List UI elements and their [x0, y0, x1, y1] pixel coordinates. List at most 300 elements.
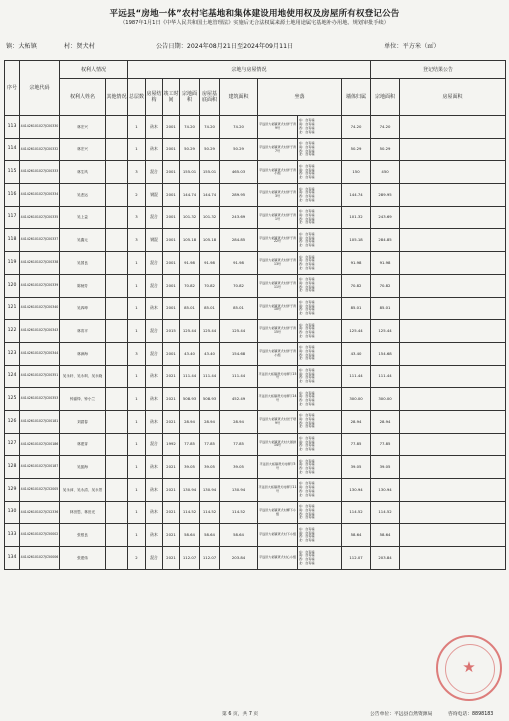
- row-seq: 122: [5, 320, 20, 343]
- row-remark: [400, 433, 506, 456]
- header-reg-land: 宗地面积: [371, 79, 400, 116]
- row-other-info: [106, 229, 128, 252]
- row-floor-area: 39.05: [220, 456, 258, 479]
- row-other-info: [106, 161, 128, 184]
- row-floors: 1: [128, 320, 146, 343]
- row-reg-land-area: 74.20: [342, 116, 371, 139]
- row-floors: 1: [128, 297, 146, 320]
- table-row: [5, 116, 506, 139]
- row-seq: 127: [5, 433, 20, 456]
- row-land-code: 441426101027JC00334: [20, 184, 60, 207]
- row-boundary: 东：自有墙 南：自有墙 西：自有墙 北：自有墙: [298, 252, 342, 275]
- row-floor-area: 70.82: [220, 274, 258, 297]
- row-holder-name: 林建芽: [60, 433, 106, 456]
- row-year: 2021: [163, 410, 180, 433]
- row-land-code: 441426101027JC00186: [20, 433, 60, 456]
- row-reg-land-area: 70.82: [342, 274, 371, 297]
- footer-page: 第 6 页，共 7 页: [222, 712, 259, 717]
- table-row: [5, 410, 506, 433]
- row-land-code: 441426101027JC00340: [20, 297, 60, 320]
- row-other-info: [106, 365, 128, 388]
- row-floor-area: 28.94: [220, 410, 258, 433]
- row-floors: 1: [128, 138, 146, 161]
- row-boundary: 东：自有墙 南：自有墙 西：自有墙 北：自有墙: [298, 456, 342, 479]
- row-holder-name: 陈柄芳: [60, 274, 106, 297]
- row-land-code: 441426101027JC00353: [20, 388, 60, 411]
- row-reg-floor-area: 289.95: [371, 184, 400, 207]
- row-holder-name: 林宏兴: [60, 116, 106, 139]
- row-seq: 118: [5, 229, 20, 252]
- row-structure: 砖木: [146, 138, 163, 161]
- row-floor-area: 289.95: [220, 184, 258, 207]
- row-holder-name: 吴上益: [60, 206, 106, 229]
- row-remark: [400, 547, 506, 570]
- row-floor-area: 465.03: [220, 161, 258, 184]
- row-land-area: 112.07: [180, 547, 200, 570]
- row-base-area: 74.20: [200, 116, 220, 139]
- row-reg-land-area: 125.44: [342, 320, 371, 343]
- row-reg-floor-area: 111.44: [371, 365, 400, 388]
- row-floors: 1: [128, 252, 146, 275]
- row-floor-area: 74.20: [220, 116, 258, 139]
- row-land-area: 39.05: [180, 456, 200, 479]
- row-floor-area: 77.85: [220, 433, 258, 456]
- row-base-area: 111.44: [200, 365, 220, 388]
- row-year: 2021: [163, 524, 180, 547]
- row-boundary: 东：自有墙 南：自有墙 西：自有墙 北：自有墙: [298, 547, 342, 570]
- row-reg-floor-area: 284.85: [371, 229, 400, 252]
- row-structure: 混合: [146, 433, 163, 456]
- row-boundary: 东：自有墙 南：自有墙 西：自有墙 北：自有墙: [298, 274, 342, 297]
- table-row: [5, 365, 506, 388]
- table-row: [5, 320, 506, 343]
- row-holder-name: 张建伟: [60, 547, 106, 570]
- header-seq: 序号: [5, 61, 20, 116]
- table-row: [5, 138, 506, 161]
- row-land-area: 43.40: [180, 342, 200, 365]
- row-remark: [400, 479, 506, 502]
- row-year: 2001: [163, 161, 180, 184]
- row-location: 平远县大柘镇贤犬村洋子背9号: [258, 116, 298, 139]
- row-floor-area: 58.64: [220, 524, 258, 547]
- row-land-code: 441426101027JC00181: [20, 410, 60, 433]
- row-boundary: 东：自有墙 南：自有墙 西：自有墙 北：自有墙: [298, 342, 342, 365]
- row-base-area: 43.40: [200, 342, 220, 365]
- row-base-area: 28.94: [200, 410, 220, 433]
- row-reg-land-area: 150: [342, 161, 371, 184]
- row-land-area: 130.94: [180, 479, 200, 502]
- row-floor-area: 111.44: [220, 365, 258, 388]
- row-location: 平远县大柘镇贤犬村柳下11号: [258, 479, 298, 502]
- meta-town: 镇：大柘镇: [6, 43, 37, 50]
- row-floor-area: 130.94: [220, 479, 258, 502]
- row-year: 2021: [163, 547, 180, 570]
- row-reg-floor-area: 70.82: [371, 274, 400, 297]
- row-land-code: 441426101027JC00344: [20, 342, 60, 365]
- header-floors: 总层数: [128, 79, 146, 116]
- meta-village: 村：贤犬村: [64, 43, 95, 50]
- row-floor-area: 125.44: [220, 320, 258, 343]
- row-land-code: 441426101027JC00338: [20, 252, 60, 275]
- meta-line: [6, 41, 503, 53]
- row-remark: [400, 320, 506, 343]
- row-seq: 116: [5, 184, 20, 207]
- row-land-code: 441426101027JC50006: [20, 547, 60, 570]
- row-boundary: 东：自有墙 南：自有墙 西：自有墙 北：自有墙: [298, 116, 342, 139]
- row-holder-name: 林宏兴: [60, 138, 106, 161]
- row-base-area: 112.07: [200, 547, 220, 570]
- row-structure: 混合: [146, 161, 163, 184]
- row-land-area: 125.44: [180, 320, 200, 343]
- row-location: 平远县大柘镇贤犬村洋子背22号: [258, 229, 298, 252]
- table-row: [5, 297, 506, 320]
- row-land-code: 441426101027JC00330: [20, 116, 60, 139]
- row-year: 2001: [163, 184, 180, 207]
- row-location: 平远县大柘镇贤犬村柳下小组: [258, 501, 298, 524]
- header-holder: 权利人姓名: [60, 79, 106, 116]
- row-location: 平远县大柘镇贤犬村洋子背13号: [258, 252, 298, 275]
- row-structure: 混合: [146, 320, 163, 343]
- row-seq: 133: [5, 524, 20, 547]
- row-remark: [400, 410, 506, 433]
- row-land-code: 441426101027JC00343: [20, 320, 60, 343]
- footer-phone: 咨询电话：8898183: [448, 712, 494, 717]
- row-structure: 砖木: [146, 410, 163, 433]
- row-structure: 钢混: [146, 184, 163, 207]
- row-reg-land-area: 28.94: [342, 410, 371, 433]
- official-seal-stamp: [436, 635, 502, 701]
- row-other-info: [106, 547, 128, 570]
- row-floors: 3: [128, 161, 146, 184]
- row-seq: 117: [5, 206, 20, 229]
- header-land-group: 宗地与房屋情况: [128, 61, 371, 79]
- row-structure: 混合: [146, 547, 163, 570]
- row-other-info: [106, 206, 128, 229]
- row-reg-floor-area: 130.94: [371, 479, 400, 502]
- row-land-code: 441426101027JC00339: [20, 274, 60, 297]
- row-reg-floor-area: 154.68: [371, 342, 400, 365]
- row-location: 平远县大柘镇贤犬村洋子背11号: [258, 274, 298, 297]
- row-location: 平远县大柘镇贤犬村柳下15号: [258, 365, 298, 388]
- row-other-info: [106, 274, 128, 297]
- row-floors: 3: [128, 229, 146, 252]
- row-seq: 134: [5, 547, 20, 570]
- row-base-area: 125.44: [200, 320, 220, 343]
- row-base-area: 77.85: [200, 433, 220, 456]
- row-holder-name: 吴悲运: [60, 184, 106, 207]
- row-floors: 1: [128, 456, 146, 479]
- row-remark: [400, 274, 506, 297]
- header-structure: 房屋结构: [146, 79, 163, 116]
- row-reg-floor-area: 243.69: [371, 206, 400, 229]
- row-seq: 125: [5, 388, 20, 411]
- document-subtitle: （1987年1月1日《中华人民共和国土地管理法》实施后无合法权属来源土地用途属宅基地补办用地、规划审批手续）: [120, 20, 389, 26]
- row-remark: [400, 297, 506, 320]
- table-row: [5, 456, 506, 479]
- row-holder-name: 吴四坤: [60, 297, 106, 320]
- row-holder-name: 张根良: [60, 524, 106, 547]
- row-land-area: 91.98: [180, 252, 200, 275]
- row-reg-floor-area: 28.94: [371, 410, 400, 433]
- row-seq: 113: [5, 116, 20, 139]
- row-reg-land-area: 101.32: [342, 206, 371, 229]
- row-remark: [400, 388, 506, 411]
- row-reg-land-area: 58.64: [342, 524, 371, 547]
- row-remark: [400, 342, 506, 365]
- table-row: [5, 274, 506, 297]
- row-location: 平远县大柘镇贤犬村心小组: [258, 547, 298, 570]
- row-boundary: 东：自有墙 南：自有墙 西：自有墙 北：自有墙: [298, 320, 342, 343]
- row-other-info: [106, 479, 128, 502]
- row-reg-floor-area: 300.00: [371, 388, 400, 411]
- row-year: 2001: [163, 229, 180, 252]
- row-boundary: 东：自有墙 南：自有墙 西：自有墙 北：自有墙: [298, 229, 342, 252]
- row-seq: 121: [5, 297, 20, 320]
- row-land-area: 70.82: [180, 274, 200, 297]
- row-other-info: [106, 388, 128, 411]
- row-location: 平远县大柘镇贤犬村大屋排14号: [258, 433, 298, 456]
- row-location: 平远县大柘镇贤犬村洋子背15号: [258, 320, 298, 343]
- row-floors: 2: [128, 184, 146, 207]
- row-remark: [400, 116, 506, 139]
- row-floor-area: 154.68: [220, 342, 258, 365]
- row-structure: 砖木: [146, 479, 163, 502]
- row-floor-area: 243.69: [220, 206, 258, 229]
- row-floor-area: 114.52: [220, 501, 258, 524]
- row-land-code: 441426101027JC00337: [20, 229, 60, 252]
- row-year: 2021: [163, 501, 180, 524]
- table-row: [5, 229, 506, 252]
- row-other-info: [106, 410, 128, 433]
- row-remark: [400, 229, 506, 252]
- row-reg-land-area: 43.40: [342, 342, 371, 365]
- table-row: [5, 524, 506, 547]
- row-remark: [400, 161, 506, 184]
- row-land-code: 441426101027JC52005: [20, 479, 60, 502]
- table-row: [5, 252, 506, 275]
- row-seq: 130: [5, 501, 20, 524]
- row-land-area: 114.52: [180, 501, 200, 524]
- row-year: 2021: [163, 479, 180, 502]
- row-structure: 砖木: [146, 456, 163, 479]
- row-seq: 123: [5, 342, 20, 365]
- row-year: 2001: [163, 297, 180, 320]
- row-reg-land-area: 50.29: [342, 138, 371, 161]
- row-floors: 1: [128, 501, 146, 524]
- row-reg-floor-area: 77.85: [371, 433, 400, 456]
- header-location: 坐落: [258, 79, 342, 116]
- row-reg-land-area: 91.98: [342, 252, 371, 275]
- row-structure: 砖木: [146, 116, 163, 139]
- row-seq: 126: [5, 410, 20, 433]
- row-structure: 混合: [146, 274, 163, 297]
- row-reg-land-area: 114.52: [342, 501, 371, 524]
- header-code: 宗地代码: [20, 61, 60, 116]
- row-remark: [400, 252, 506, 275]
- row-remark: [400, 365, 506, 388]
- row-floors: 1: [128, 524, 146, 547]
- row-reg-floor-area: 39.05: [371, 456, 400, 479]
- row-floors: 2: [128, 547, 146, 570]
- row-holder-name: 林生风: [60, 161, 106, 184]
- row-structure: 砖木: [146, 365, 163, 388]
- row-floors: 3: [128, 206, 146, 229]
- row-reg-floor-area: 125.44: [371, 320, 400, 343]
- row-land-area: 77.85: [180, 433, 200, 456]
- row-base-area: 105.18: [200, 229, 220, 252]
- seal-star-icon: ★: [462, 658, 476, 676]
- row-land-area: 508.93: [180, 388, 200, 411]
- row-land-area: 155.01: [180, 161, 200, 184]
- header-reg-floor: 房屋面积: [400, 79, 506, 116]
- row-year: 2021: [163, 365, 180, 388]
- row-land-code: 441426101027JC50002: [20, 524, 60, 547]
- row-year: 2001: [163, 206, 180, 229]
- row-seq: 114: [5, 138, 20, 161]
- row-remark: [400, 138, 506, 161]
- table-body: [5, 116, 506, 570]
- row-floors: 1: [128, 479, 146, 502]
- row-year: 2001: [163, 138, 180, 161]
- row-year: 1992: [163, 433, 180, 456]
- row-base-area: 144.74: [200, 184, 220, 207]
- row-structure: 砖木: [146, 524, 163, 547]
- row-land-code: 441426101027JC00332: [20, 138, 60, 161]
- row-base-area: 130.94: [200, 479, 220, 502]
- row-other-info: [106, 116, 128, 139]
- row-holder-name: 林田思、林田光: [60, 501, 106, 524]
- row-other-info: [106, 184, 128, 207]
- row-structure: 混合: [146, 206, 163, 229]
- row-base-area: 508.93: [200, 388, 220, 411]
- row-base-area: 85.01: [200, 297, 220, 320]
- header-year: 竣工时间: [163, 79, 180, 116]
- row-structure: 混合: [146, 342, 163, 365]
- row-boundary: 东：自有墙 南：自有墙 西：自有墙 北：自有墙: [298, 161, 342, 184]
- footer-source: 公告单位：平远县自然资源局: [370, 712, 433, 717]
- table-row: [5, 501, 506, 524]
- row-year: 2021: [163, 456, 180, 479]
- row-seq: 119: [5, 252, 20, 275]
- row-reg-floor-area: 203.84: [371, 547, 400, 570]
- row-year: 2001: [163, 252, 180, 275]
- row-other-info: [106, 320, 128, 343]
- row-reg-land-area: 85.01: [342, 297, 371, 320]
- row-floor-area: 85.01: [220, 297, 258, 320]
- row-remark: [400, 501, 506, 524]
- row-boundary: 东：自有墙 南：自有墙 西：自有墙 北：自有墙: [298, 479, 342, 502]
- row-boundary: 东：自有墙 南：自有墙 西：自有墙 北：自有墙: [298, 388, 342, 411]
- row-land-area: 144.74: [180, 184, 200, 207]
- row-holder-name: 林宵平: [60, 320, 106, 343]
- row-reg-land-area: 77.85: [342, 433, 371, 456]
- row-boundary: 东：自有墙 南：自有墙 西：自有墙 北：自有墙: [298, 410, 342, 433]
- row-structure: 砖木: [146, 501, 163, 524]
- row-reg-floor-area: 74.20: [371, 116, 400, 139]
- meta-period: 公告日期：2024年08月21日至2024年09月11日: [156, 43, 294, 50]
- row-floors: 1: [128, 365, 146, 388]
- table-row: [5, 206, 506, 229]
- row-base-area: 70.82: [200, 274, 220, 297]
- header-other: 其他情况: [106, 79, 128, 116]
- row-land-area: 28.94: [180, 410, 200, 433]
- row-other-info: [106, 342, 128, 365]
- row-floors: 1: [128, 116, 146, 139]
- row-land-code: 441426101027JC00351: [20, 365, 60, 388]
- row-year: 2001: [163, 342, 180, 365]
- row-reg-floor-area: 450: [371, 161, 400, 184]
- row-year: 2001: [163, 116, 180, 139]
- row-land-area: 105.18: [180, 229, 200, 252]
- row-holder-name: 刘碧春: [60, 410, 106, 433]
- table-row: [5, 184, 506, 207]
- table-row: [5, 342, 506, 365]
- row-structure: 混合: [146, 252, 163, 275]
- row-floors: 1: [128, 388, 146, 411]
- row-seq: 124: [5, 365, 20, 388]
- row-boundary: 东：自有墙 南：自有墙 西：自有墙 北：自有墙: [298, 433, 342, 456]
- header-floor-area: 建筑面积: [220, 79, 258, 116]
- table-row: [5, 161, 506, 184]
- row-reg-land-area: 39.05: [342, 456, 371, 479]
- header-boundary: 墙体归属: [342, 79, 371, 116]
- row-reg-land-area: 130.94: [342, 479, 371, 502]
- row-year: 2015: [163, 320, 180, 343]
- row-holder-name: 吴国良: [60, 252, 106, 275]
- registration-table: [4, 60, 506, 570]
- row-reg-land-area: 112.07: [342, 547, 371, 570]
- row-holder-name: 吴鑫元: [60, 229, 106, 252]
- row-reg-land-area: 111.44: [342, 365, 371, 388]
- row-other-info: [106, 501, 128, 524]
- row-land-area: 101.32: [180, 206, 200, 229]
- row-holder-name: 钟嘉铎、钟小兰: [60, 388, 106, 411]
- row-floor-area: 284.85: [220, 229, 258, 252]
- row-structure: 砖木: [146, 297, 163, 320]
- row-floors: 3: [128, 342, 146, 365]
- row-boundary: 东：自有墙 南：自有墙 西：自有墙 北：自有墙: [298, 501, 342, 524]
- row-remark: [400, 206, 506, 229]
- document-title: 平远县“房地一体”农村宅基地和集体建设用地使用权及房屋所有权登记公告: [109, 9, 400, 19]
- row-holder-name: 林润海: [60, 342, 106, 365]
- table-row: [5, 433, 506, 456]
- table-row: [5, 388, 506, 411]
- row-base-area: 91.98: [200, 252, 220, 275]
- row-other-info: [106, 456, 128, 479]
- row-land-code: 441426101027JC00335: [20, 206, 60, 229]
- row-reg-land-area: 300.00: [342, 388, 371, 411]
- row-other-info: [106, 252, 128, 275]
- row-land-area: 58.64: [180, 524, 200, 547]
- row-land-code: 441426101027JC52336: [20, 501, 60, 524]
- row-location: 平远县大柘镇贤犬村洋子背10号: [258, 297, 298, 320]
- row-other-info: [106, 524, 128, 547]
- row-boundary: 东：自有墙 南：自有墙 西：自有墙 北：自有墙: [298, 206, 342, 229]
- row-other-info: [106, 297, 128, 320]
- row-base-area: 50.29: [200, 138, 220, 161]
- row-base-area: 114.52: [200, 501, 220, 524]
- row-floors: 1: [128, 410, 146, 433]
- row-other-info: [106, 433, 128, 456]
- row-structure: 钢混: [146, 229, 163, 252]
- row-remark: [400, 456, 506, 479]
- row-location: 平远县大柘镇贤犬村下小组: [258, 524, 298, 547]
- table-row: [5, 479, 506, 502]
- header-base-area: 房屋基底面积: [200, 79, 220, 116]
- table-row: [5, 547, 506, 570]
- row-reg-floor-area: 114.52: [371, 501, 400, 524]
- row-land-area: 50.29: [180, 138, 200, 161]
